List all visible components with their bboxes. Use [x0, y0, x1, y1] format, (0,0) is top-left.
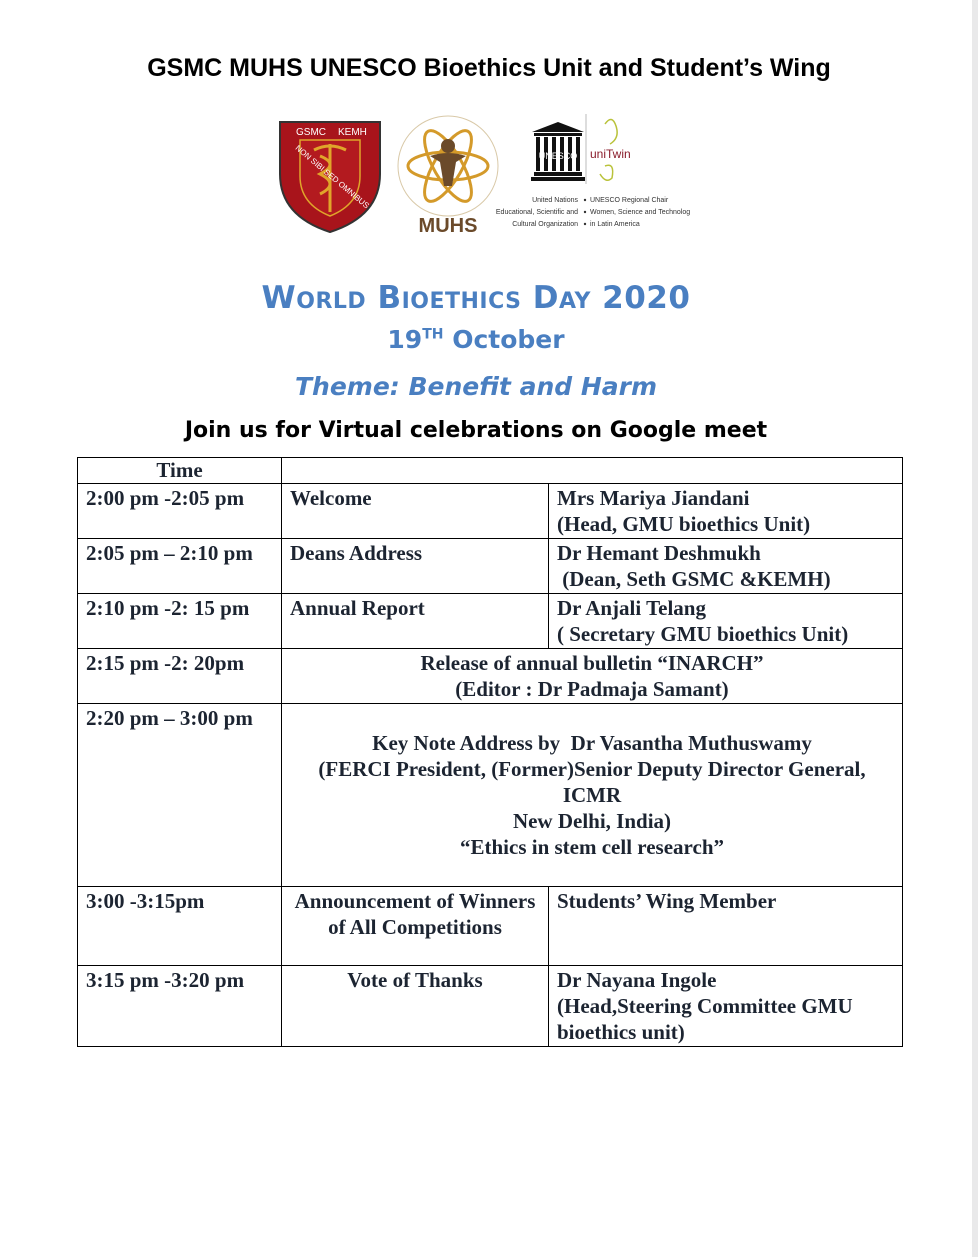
- table-row: [78, 539, 903, 594]
- gsmc-top-text-2: KEMH: [338, 127, 367, 138]
- unesco-logo: [496, 122, 586, 228]
- speaker-name: Mrs Mariya Jiandani: [557, 486, 750, 510]
- bulletin-cell: [282, 649, 903, 704]
- unesco-name: UNESCO: [538, 151, 578, 161]
- item-cell: Deans Address: [282, 539, 549, 594]
- schedule-table: [77, 457, 903, 1047]
- time-cell: 2:05 pm – 2:10 pm: [78, 539, 282, 594]
- table-header-row: [78, 458, 903, 484]
- event-date-day: 19: [387, 325, 423, 354]
- table-row: [78, 594, 903, 649]
- speaker-cell: Students’ Wing Member: [549, 887, 903, 966]
- time-cell: 3:15 pm -3:20 pm: [78, 966, 282, 1047]
- page-edge: [972, 0, 978, 1257]
- logos-svg: [270, 104, 690, 244]
- event-theme: Theme: Benefit and Harm: [294, 372, 658, 401]
- muhs-logo: [398, 116, 498, 237]
- speaker-role: (Head,Steering Committee GMU bioethics unit): [557, 994, 853, 1044]
- speaker-role: (Head, GMU bioethics Unit): [557, 512, 811, 536]
- event-title: World Bioethics Day 2020: [261, 280, 691, 316]
- organizer-heading: GSMC MUHS UNESCO Bioethics Unit and Student’s Wing: [147, 54, 831, 82]
- unesco-caption-3: Cultural Organization: [512, 221, 578, 228]
- unitwin-caption-3: in Latin America: [590, 221, 640, 228]
- bulletin-line-1: Release of annual bulletin “INARCH”: [420, 651, 764, 675]
- time-column-header: Time: [78, 458, 282, 484]
- item-cell: Annual Report: [282, 594, 549, 649]
- gsmc-top-text: GSMC: [296, 127, 326, 138]
- time-cell: 2:15 pm -2: 20pm: [78, 649, 282, 704]
- item-cell: Welcome: [282, 484, 549, 539]
- time-cell: 3:00 -3:15pm: [78, 887, 282, 966]
- unitwin-caption-1: UNESCO Regional Chair: [590, 197, 669, 204]
- time-cell: 2:20 pm – 3:00 pm: [78, 704, 282, 887]
- keynote-cell: [282, 704, 903, 887]
- keynote-line-2: (FERCI President, (Former)Senior Deputy Director General, ICMR: [318, 757, 866, 807]
- table-row: [78, 649, 903, 704]
- speaker-cell: [549, 539, 903, 594]
- unitwin-logo: [586, 114, 690, 228]
- keynote-line-4: “Ethics in stem cell research”: [459, 835, 724, 859]
- item-cell: Announcement of Winners of All Competitions: [282, 887, 549, 966]
- unitwin-name: uniTwin: [590, 147, 631, 161]
- table-row: [78, 887, 903, 966]
- speaker-name: Dr Anjali Telang: [557, 596, 706, 620]
- time-cell: 2:10 pm -2: 15 pm: [78, 594, 282, 649]
- event-date: [0, 325, 952, 354]
- table-row: [78, 966, 903, 1047]
- bulletin-line-2: (Editor : Dr Padmaja Samant): [455, 677, 729, 701]
- speaker-cell: [549, 966, 903, 1047]
- speaker-cell: [549, 484, 903, 539]
- time-cell: 2:00 pm -2:05 pm: [78, 484, 282, 539]
- keynote-line-1: Key Note Address by Dr Vasantha Muthuswamy: [372, 731, 812, 755]
- speaker-name: Dr Nayana Ingole: [557, 968, 717, 992]
- gsmc-motto-text: NON SIBI SED OMNIBUS: [293, 143, 371, 211]
- gsmc-crest-logo: [280, 122, 380, 232]
- speaker-role: (Dean, Seth GSMC &KEMH): [557, 567, 831, 591]
- unesco-caption-1: United Nations: [532, 197, 578, 204]
- speaker-name: Dr Hemant Deshmukh: [557, 541, 761, 565]
- logo-strip: [270, 104, 690, 244]
- speaker-cell: [549, 594, 903, 649]
- unesco-caption-2: Educational, Scientific and: [495, 209, 578, 216]
- event-date-month: October: [443, 325, 565, 354]
- event-date-suffix: TH: [422, 326, 444, 343]
- table-row: [78, 484, 903, 539]
- speaker-role: ( Secretary GMU bioethics Unit): [557, 622, 849, 646]
- header-empty-cell: [282, 458, 903, 484]
- table-row: [78, 704, 903, 887]
- item-cell: Vote of Thanks: [282, 966, 549, 1047]
- keynote-line-3: New Delhi, India): [512, 809, 672, 833]
- unitwin-caption-2: Women, Science and Technology: [590, 209, 690, 216]
- invite-line: Join us for Virtual celebrations on Google meet: [184, 418, 768, 443]
- muhs-name: MUHS: [418, 215, 478, 237]
